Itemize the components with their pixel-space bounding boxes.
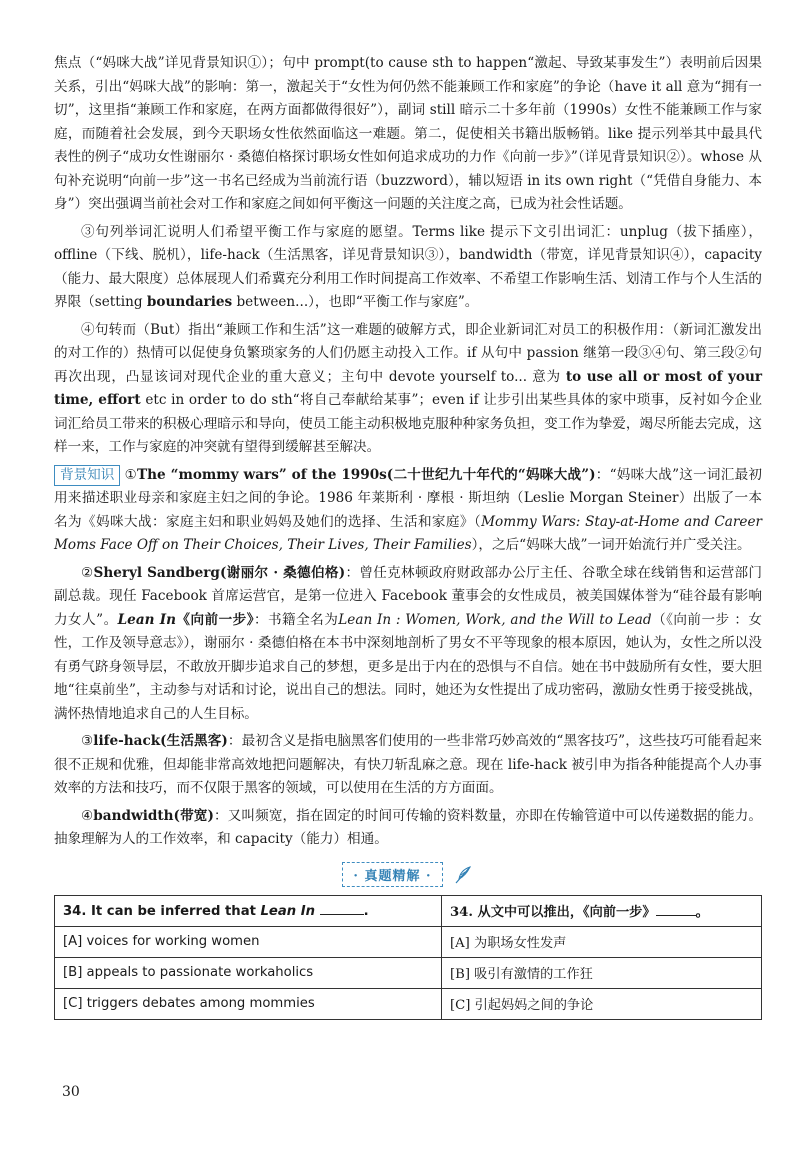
paragraph-text: ），之后“妈咪大战”一词开始流行并广受关注。	[471, 537, 751, 553]
option-row	[55, 988, 762, 1019]
page-number: 30	[62, 1084, 80, 1100]
question-stem-en	[55, 895, 442, 926]
analysis-paragraph-3	[54, 319, 762, 460]
italic-title: Mommy Wars: Stay-at-Home and Career Moms Face Off on Their Choices, Their Lives, Their Families	[54, 513, 762, 553]
paragraph-text: etc in order to do sth“将自己奉献给某事”；even if 让步引出某些具体的家中琐事，反衬如今企业词汇给员工带来的积极心理暗示和导向，使员工能主动积极地克服种种家务负担，变工作为挚爱，竭尽所能去完成，这样一来，工作与家庭的冲突就有望得到缓解甚至解决。	[54, 392, 762, 455]
option-en: [C] triggers debates among mommies	[55, 988, 442, 1019]
banner-label	[342, 862, 442, 887]
answer-blank	[320, 902, 364, 915]
answer-blank	[656, 903, 696, 916]
analysis-paragraph-1	[54, 52, 762, 217]
paragraph-text: between...），也即“平衡工作与家庭”。	[236, 294, 479, 310]
analysis-paragraph-2	[54, 221, 762, 315]
item-number: ②	[81, 564, 94, 581]
paragraph-text: ：曾任克林顿政府财政部办公厅主任、谷歌全球在线销售和运营部门副总裁。现任 Facebook 首席运营官，是第一位进入 Facebook 董事会的女性成员，被美国媒体誉为“硅谷最有影响力女人”。	[54, 564, 763, 628]
option-en: [B] appeals to passionate workaholics	[55, 957, 442, 988]
stem-text: 34. 从文中可以推出，《向前一步》	[450, 905, 656, 920]
paragraph-text: ③句列举词汇说明人们希望平衡工作与家庭的愿望。Terms like 提示下文引出词汇：unplug（拔下插座），offline（下线、脱机），life-hack（生活黑客，详见背景知识③），bandwidth（带宽，详见背景知识④），capacity（能力、最大限度）总体展现人们希冀充分利用工作时间提高工作效率、不希望工作影响生活、划清工作与个人生活的界限（setting	[54, 223, 762, 310]
bold-title: Lean In	[117, 611, 176, 628]
background-knowledge-2	[54, 562, 762, 727]
paragraph-text: ：最初含义是指电脑黑客们使用的一些非常巧妙高效的“黑客技巧”，这些技巧可能看起来很不正规和优雅，但却能非常高效地把问题解决，有快刀斩乱麻之意。现在 life-hack 被引申为指各种能提高个人办事效率的方法和技巧，而不仅限于黑客的领域，可以使用在生活的方方面面。	[54, 733, 762, 796]
option-row	[55, 957, 762, 988]
stem-end: 。	[695, 905, 709, 920]
paragraph-text: ：又叫频宽，指在固定的时间可传输的资料数量，亦即在传输管道中可以传递数据的能力。抽象理解为人的工作效率，和 capacity（能力）相通。	[54, 807, 763, 847]
bold-definition: to use all or most of your time, effort	[54, 368, 762, 408]
paragraph-text: ：书籍全名为	[253, 611, 339, 628]
background-knowledge-4	[54, 805, 762, 852]
page-content	[54, 52, 762, 1020]
stem-text: 34. It can be inferred that	[63, 904, 261, 919]
question-table	[54, 895, 762, 1020]
option-zh: [A] 为职场女性发声	[442, 926, 762, 957]
option-zh: [B] 吸引有激情的工作狂	[442, 957, 762, 988]
item-number: ①	[124, 466, 138, 483]
background-knowledge-1	[54, 464, 762, 558]
bold-term: life-hack(生活黑客)	[93, 733, 228, 749]
stem-end: .	[363, 904, 369, 919]
bold-title-cn: 《向前一步》	[175, 611, 254, 628]
item-number: ③	[81, 733, 94, 749]
stem-italic: Lean In	[260, 904, 316, 919]
item-number: ④	[81, 807, 94, 824]
option-en: [A] voices for working women	[55, 926, 442, 957]
paragraph-text: 焦点（“妈咪大战”详见背景知识①）；句中 prompt(to cause sth to happen“激起、导致某事发生”）表明前后因果关系，引出“妈咪大战”的影响：第一，激起关于“女性为何仍然不能兼顾工作和家庭”的争论（have it all 意为“拥有一切”，这里指“兼顾工作和家庭，在两方面都做得很好”），副词 still 暗示二十多年前（1990s）女性不能兼顾工作与家庭，而随着社会发展，到今天职场女性依然面临这一难题。第二，促使相关书籍出版畅销。like 提示列举其中最具代表性的例子“成功女性谢丽尔 · 桑德伯格探讨职场女性如何追求成功的力作《向前一步》”（详见背景知识②）。whose 从句补充说明“向前一步”这一书名已经成为当前流行语（buzzword），辅以短语 in its own right（“凭借自身能力、本身”）突出强调当前社会对工作和家庭之间如何平衡这一问题的关注度之高，已成为社会性话题。	[54, 55, 762, 212]
paragraph-text: ④句转而（But）指出“兼顾工作和生活”这一难题的破解方式，即企业新词汇对员工的积极作用：（新词汇激发出的对工作的）热情可以促使身负繁琐家务的人们仍愿主动投入工作。if 从句中 passion 继第一段③④句、第三段②句再次出现，凸显该词对现代企业的重大意义；主句中 devote yourself to... 意为	[54, 321, 762, 385]
paragraph-text: ：“妈咪大战”这一词汇最初用来描述职业母亲和家庭主妇之间的争论。1986 年莱斯利 · 摩根 · 斯坦纳（Leslie Morgan Steiner）出版了一本名为《妈咪大战：家庭主妇和职业妈妈及她们的选择、生活和家庭》（	[54, 466, 762, 530]
section-banner	[54, 862, 762, 887]
bold-term: The “mommy wars” of the 1990s(二十世纪九十年代的“妈咪大战”)	[137, 466, 596, 483]
banner-text: · 真题精解 ·	[353, 868, 432, 884]
italic-title: Lean In : Women, Work, and the Will to Lead	[338, 611, 652, 628]
question-stem-zh	[442, 895, 762, 926]
bold-term: Sheryl Sandberg(谢丽尔 · 桑德伯格)	[93, 564, 346, 581]
background-knowledge-tag: 背景知识	[54, 465, 120, 486]
question-stem-row	[55, 895, 762, 926]
feather-pen-icon	[452, 864, 474, 886]
bold-term: bandwidth(带宽)	[93, 807, 214, 824]
paragraph-text: （《向前一步 ：女性，工作及领导意志》），谢丽尔 · 桑德伯格在本书中深刻地剖析了男女不平等现象的根本原因，她认为，女性之所以没有勇气跻身领导层，不敢放开脚步追求自己的梦想，更多是出于内在的恐惧与不自信。她在书中鼓励所有女性，要大胆地“往桌前坐”，主动参与对话和讨论，说出自己的想法。同时，她还为女性提出了成功密码，激励女性勇于接受挑战，满怀热情地追求自己的人生目标。	[54, 611, 763, 722]
background-knowledge-3	[54, 730, 762, 801]
option-row	[55, 926, 762, 957]
bold-term: boundaries	[146, 294, 233, 310]
option-zh: [C] 引起妈妈之间的争论	[442, 988, 762, 1019]
